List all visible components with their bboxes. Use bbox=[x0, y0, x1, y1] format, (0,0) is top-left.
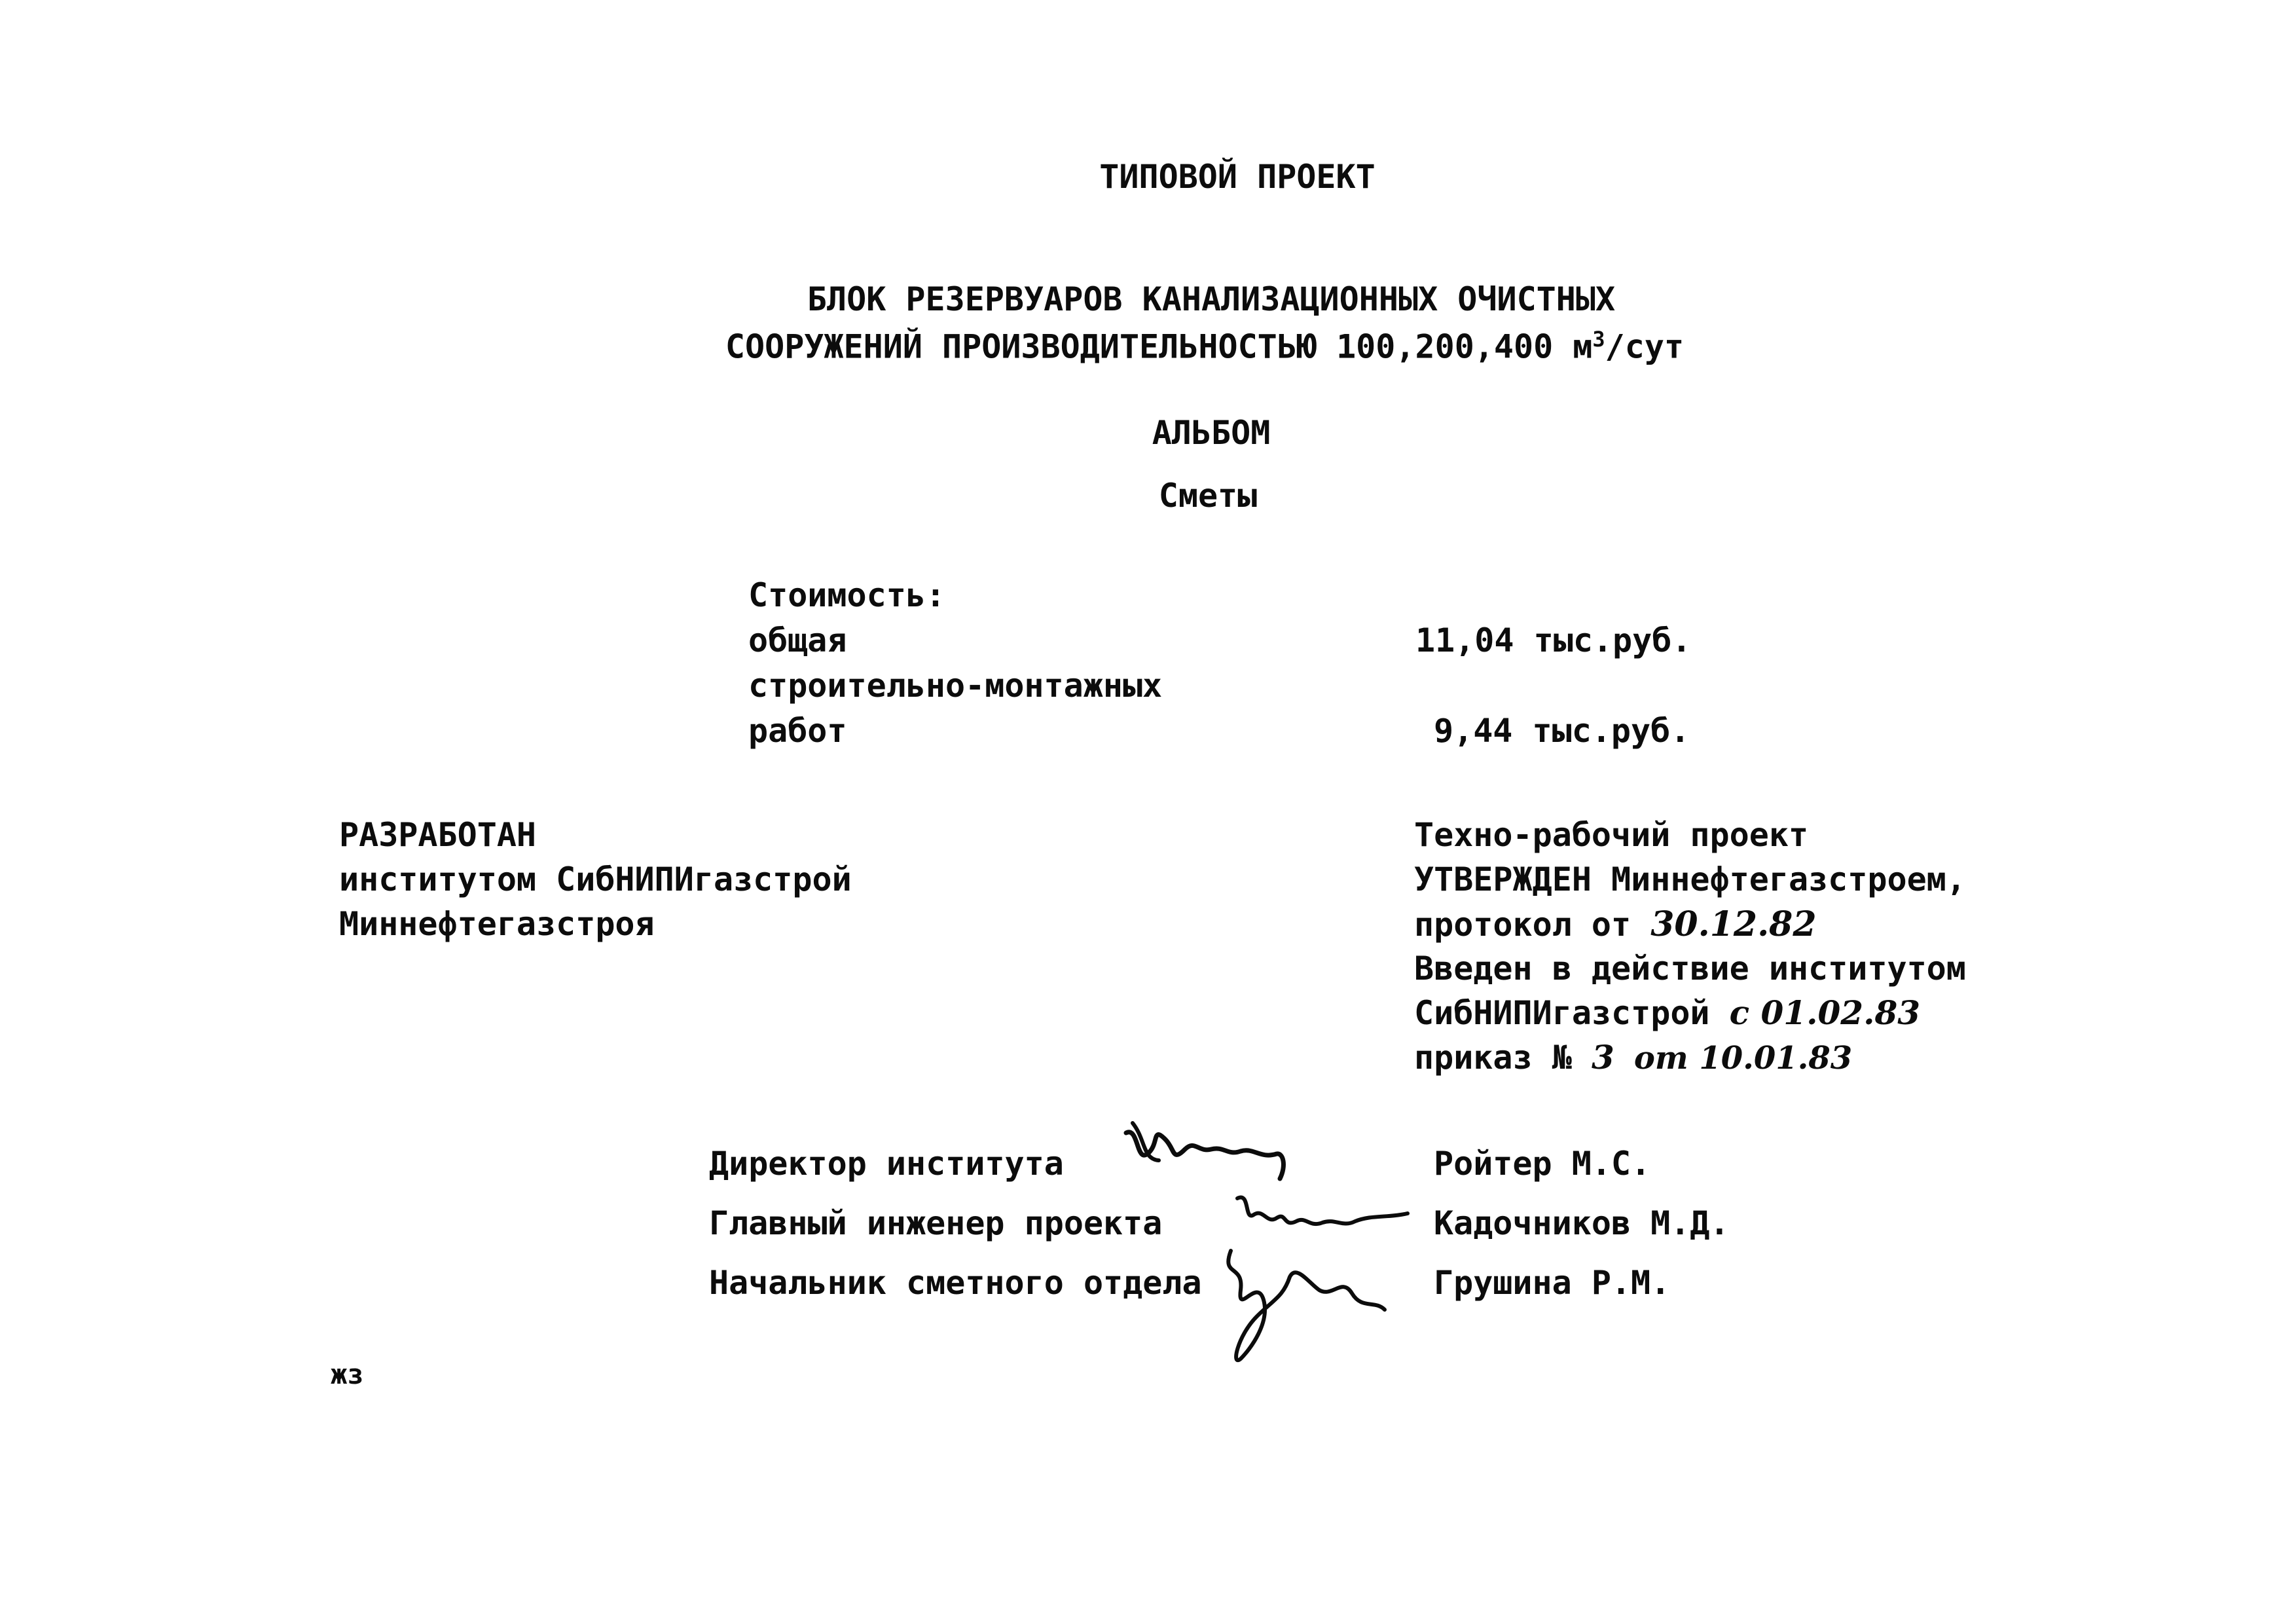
approval-line-4: Введен в действие институтом bbox=[1414, 950, 1966, 987]
order-number: 3 bbox=[1591, 1038, 1614, 1077]
approval-order bbox=[1414, 1038, 1853, 1077]
approval-line-2: УТВЕРЖДЕН Миннефтегазстроем, bbox=[1414, 860, 1966, 898]
developer-line-1: РАЗРАБОТАН bbox=[339, 816, 537, 854]
signature-position-director: Директор института bbox=[709, 1145, 1064, 1183]
signature-position-chief-engineer: Главный инженер проекта bbox=[709, 1204, 1163, 1242]
title-line-2-suffix: /сут bbox=[1605, 327, 1685, 366]
effective-date: с 01.02.83 bbox=[1729, 993, 1921, 1032]
signature-position-estimate-head: Начальник сметного отдела bbox=[709, 1264, 1202, 1302]
footer-code: жз bbox=[331, 1358, 364, 1390]
cost-heading: Стоимость: bbox=[748, 576, 946, 614]
cost-total-value: 11,04 тыс.руб. bbox=[1415, 621, 1692, 659]
album-label: АЛЬБОМ bbox=[1152, 414, 1271, 452]
title-superscript: 3 bbox=[1592, 327, 1605, 352]
developer-line-3: Миннефтегазстроя bbox=[339, 905, 655, 943]
title-line-2 bbox=[725, 327, 1685, 366]
developer-line-2: институтом СибНИПИгазстрой bbox=[339, 860, 852, 898]
signature-estimate-head-scribble bbox=[1211, 1238, 1394, 1369]
cost-construction-value: 9,44 тыс.руб. bbox=[1434, 712, 1690, 750]
title-line-2-prefix: СООРУЖЕНИЙ ПРОИЗВОДИТЕЛЬНОСТЬЮ 100,200,400 м bbox=[725, 327, 1593, 366]
signature-name-chief-engineer: Кадочников М.Д. bbox=[1434, 1204, 1730, 1242]
approval-line-1: Техно-рабочий проект bbox=[1414, 816, 1809, 854]
cost-construction-label-1: строительно-монтажных bbox=[748, 667, 1163, 705]
approval-protocol bbox=[1414, 904, 1817, 944]
protocol-label: протокол от bbox=[1414, 906, 1631, 944]
project-type: ТИПОВОЙ ПРОЕКТ bbox=[1099, 158, 1376, 196]
cost-construction-label-2: работ bbox=[748, 712, 847, 750]
title-line-1: БЛОК РЕЗЕРВУАРОВ КАНАЛИЗАЦИОННЫХ ОЧИСТНЫХ bbox=[807, 280, 1616, 318]
order-label: приказ № bbox=[1414, 1039, 1572, 1077]
approval-institute: СибНИПИгазстрой bbox=[1414, 994, 1710, 1032]
cost-total-label: общая bbox=[748, 621, 847, 659]
signature-name-director: Ройтер М.С. bbox=[1434, 1145, 1651, 1183]
signature-name-estimate-head: Грушина Р.М. bbox=[1434, 1264, 1671, 1302]
protocol-date: 30.12.82 bbox=[1650, 904, 1817, 944]
approval-effective bbox=[1414, 993, 1921, 1032]
signature-director-scribble bbox=[1113, 1113, 1296, 1198]
album-name: Сметы bbox=[1158, 477, 1258, 515]
order-date: от 10.01.83 bbox=[1633, 1040, 1853, 1077]
